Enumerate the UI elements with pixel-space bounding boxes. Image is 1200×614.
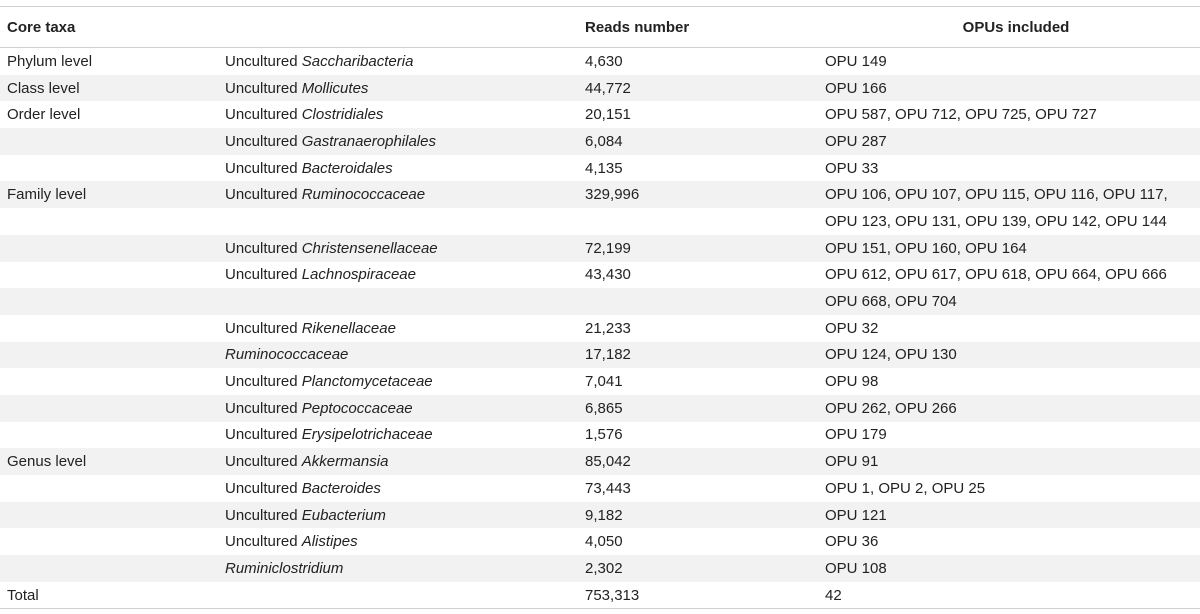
opus-cell: OPU 123, OPU 131, OPU 139, OPU 142, OPU 144 (825, 208, 1200, 235)
level-cell (0, 475, 225, 502)
taxon-cell (225, 208, 585, 235)
taxon-name: Peptococcaceae (301, 399, 413, 417)
reads-cell: 7,041 (585, 368, 825, 395)
table-row (0, 235, 1200, 262)
opus-cell: OPU 98 (825, 368, 1200, 395)
taxon-cell (225, 235, 585, 262)
level-cell: Genus level (0, 448, 225, 475)
reads-cell (585, 288, 825, 315)
taxon-name: Rikenellaceae (301, 319, 396, 337)
taxon-name: Christensenellaceae (301, 239, 438, 257)
taxon-cell (225, 128, 585, 155)
reads-cell (585, 208, 825, 235)
reads-cell: 85,042 (585, 448, 825, 475)
header-taxon (225, 7, 585, 48)
level-cell (0, 502, 225, 529)
reads-cell: 72,199 (585, 235, 825, 262)
opus-cell: OPU 33 (825, 155, 1200, 182)
opus-cell: OPU 106, OPU 107, OPU 115, OPU 116, OPU 117, (825, 181, 1200, 208)
level-cell (0, 555, 225, 582)
header-core-taxa: Core taxa (0, 7, 225, 48)
table-row (0, 368, 1200, 395)
reads-cell: 6,084 (585, 128, 825, 155)
reads-cell: 1,576 (585, 422, 825, 449)
level-cell (0, 208, 225, 235)
opus-cell: OPU 151, OPU 160, OPU 164 (825, 235, 1200, 262)
level-cell (0, 155, 225, 182)
reads-cell: 329,996 (585, 181, 825, 208)
opus-cell: OPU 166 (825, 75, 1200, 102)
taxon-cell (225, 75, 585, 102)
total-label: Total (0, 582, 225, 609)
taxon-name: Alistipes (301, 533, 358, 551)
table-row (0, 448, 1200, 475)
taxon-cell (225, 448, 585, 475)
taxon-cell (225, 101, 585, 128)
taxon-cell (225, 181, 585, 208)
reads-cell: 4,050 (585, 528, 825, 555)
table-row (0, 555, 1200, 582)
taxon-cell (225, 155, 585, 182)
taxon-name: Erysipelotrichaceae (301, 426, 433, 444)
table-row (0, 181, 1200, 208)
reads-cell: 17,182 (585, 342, 825, 369)
taxon-cell (225, 262, 585, 289)
core-taxa-table (0, 6, 1200, 609)
level-cell (0, 128, 225, 155)
taxon-prefix: Uncultured (225, 399, 302, 417)
table-row (0, 101, 1200, 128)
taxon-name: Bacteroidales (301, 159, 393, 177)
table-row (0, 315, 1200, 342)
level-cell (0, 315, 225, 342)
taxon-prefix: Uncultured (225, 186, 302, 204)
table-row (0, 342, 1200, 369)
taxon-prefix: Uncultured (225, 479, 302, 497)
level-cell: Class level (0, 75, 225, 102)
taxon-prefix: Uncultured (225, 426, 302, 444)
level-cell (0, 288, 225, 315)
taxon-prefix: Uncultured (225, 373, 302, 391)
level-cell (0, 422, 225, 449)
taxon-prefix: Uncultured (225, 319, 302, 337)
table-row (0, 502, 1200, 529)
taxon-name: Akkermansia (301, 453, 389, 471)
level-cell: Family level (0, 181, 225, 208)
taxon-name: Mollicutes (301, 79, 369, 97)
header-row (0, 7, 1200, 48)
total-taxon-cell (225, 582, 585, 609)
level-cell: Phylum level (0, 48, 225, 75)
opus-cell: OPU 612, OPU 617, OPU 618, OPU 664, OPU 666 (825, 262, 1200, 289)
opus-cell: OPU 36 (825, 528, 1200, 555)
table-row (0, 155, 1200, 182)
taxon-cell (225, 368, 585, 395)
level-cell (0, 395, 225, 422)
total-reads: 753,313 (585, 582, 825, 609)
opus-cell: OPU 287 (825, 128, 1200, 155)
taxon-name: Ruminiclostridium (225, 559, 344, 577)
table-row (0, 128, 1200, 155)
taxon-name: Ruminococcaceae (301, 186, 426, 204)
total-row (0, 582, 1200, 609)
table-row (0, 422, 1200, 449)
taxon-prefix: Uncultured (225, 533, 302, 551)
taxon-name: Eubacterium (301, 506, 386, 524)
taxon-name: Clostridiales (301, 106, 384, 124)
table-body (0, 48, 1200, 582)
reads-cell: 43,430 (585, 262, 825, 289)
opus-cell: OPU 32 (825, 315, 1200, 342)
opus-cell: OPU 91 (825, 448, 1200, 475)
taxon-name: Ruminococcaceae (225, 346, 349, 364)
reads-cell: 9,182 (585, 502, 825, 529)
table-row (0, 395, 1200, 422)
taxon-prefix: Uncultured (225, 132, 302, 150)
reads-cell: 6,865 (585, 395, 825, 422)
opus-cell: OPU 668, OPU 704 (825, 288, 1200, 315)
level-cell (0, 235, 225, 262)
taxon-name: Bacteroides (301, 479, 381, 497)
header-reads-number: Reads number (585, 7, 825, 48)
level-cell: Order level (0, 101, 225, 128)
header-opus-included: OPUs included (825, 7, 1200, 48)
reads-cell: 4,630 (585, 48, 825, 75)
taxon-name: Saccharibacteria (301, 52, 414, 70)
taxon-name: Gastranaerophilales (301, 132, 436, 150)
taxon-prefix: Uncultured (225, 52, 302, 70)
opus-cell: OPU 108 (825, 555, 1200, 582)
taxon-cell (225, 395, 585, 422)
opus-cell: OPU 121 (825, 502, 1200, 529)
taxon-cell (225, 475, 585, 502)
reads-cell: 2,302 (585, 555, 825, 582)
reads-cell: 21,233 (585, 315, 825, 342)
level-cell (0, 368, 225, 395)
table-row (0, 48, 1200, 75)
taxon-cell (225, 342, 585, 369)
level-cell (0, 342, 225, 369)
taxon-cell (225, 422, 585, 449)
taxon-name: Lachnospiraceae (301, 266, 416, 284)
taxon-cell (225, 555, 585, 582)
opus-cell: OPU 1, OPU 2, OPU 25 (825, 475, 1200, 502)
taxon-cell (225, 528, 585, 555)
taxon-prefix: Uncultured (225, 506, 302, 524)
reads-cell: 44,772 (585, 75, 825, 102)
taxon-prefix: Uncultured (225, 79, 302, 97)
opus-cell: OPU 149 (825, 48, 1200, 75)
table-row (0, 528, 1200, 555)
taxon-cell (225, 288, 585, 315)
taxon-prefix: Uncultured (225, 266, 302, 284)
taxon-prefix: Uncultured (225, 453, 302, 471)
taxon-cell (225, 315, 585, 342)
table-row (0, 262, 1200, 289)
reads-cell: 20,151 (585, 101, 825, 128)
level-cell (0, 528, 225, 555)
opus-cell: OPU 124, OPU 130 (825, 342, 1200, 369)
taxon-cell (225, 502, 585, 529)
opus-cell: OPU 587, OPU 712, OPU 725, OPU 727 (825, 101, 1200, 128)
table-row (0, 475, 1200, 502)
opus-cell: OPU 262, OPU 266 (825, 395, 1200, 422)
taxon-cell (225, 48, 585, 75)
level-cell (0, 262, 225, 289)
taxon-name: Planctomycetaceae (301, 373, 433, 391)
total-opus: 42 (825, 582, 1200, 609)
table-row (0, 288, 1200, 315)
taxon-prefix: Uncultured (225, 239, 302, 257)
table-row (0, 75, 1200, 102)
taxon-prefix: Uncultured (225, 159, 302, 177)
reads-cell: 4,135 (585, 155, 825, 182)
opus-cell: OPU 179 (825, 422, 1200, 449)
reads-cell: 73,443 (585, 475, 825, 502)
taxon-prefix: Uncultured (225, 106, 302, 124)
table-row (0, 208, 1200, 235)
